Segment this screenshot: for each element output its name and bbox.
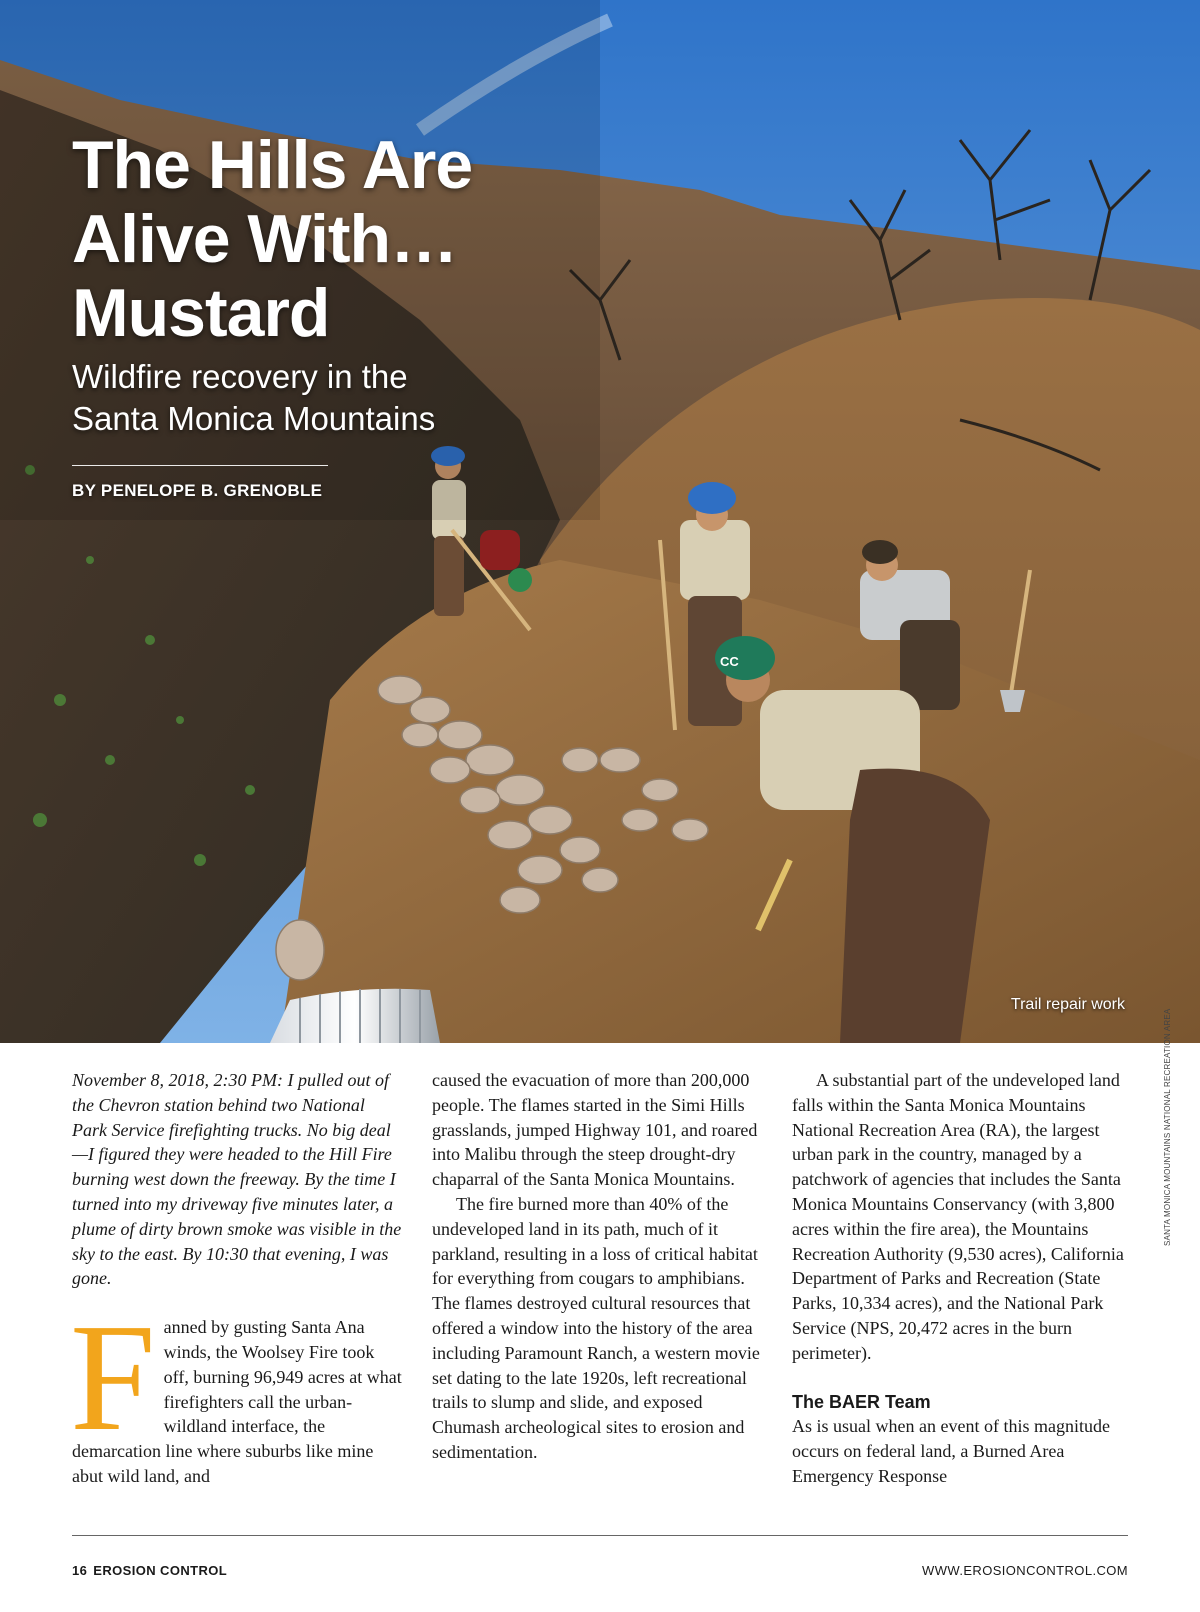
headline-line: Alive With…: [72, 201, 458, 277]
headline-line: The Hills Are: [72, 127, 473, 203]
paragraph: As is usual when an event of this magnitude occurs on federal land, a Burned Area Emergency Response: [792, 1416, 1110, 1486]
folio: [72, 1563, 227, 1578]
helmet-label: CC: [720, 654, 739, 669]
headline-line: Mustard: [72, 275, 330, 351]
drop-cap: F: [70, 1293, 156, 1464]
paragraph: A substantial part of the undeveloped land falls within the Santa Monica Mountains National Recreation Area (RA), the largest urban park in the country, managed by a patchwork of agencies that includes the Santa Monica Mountains Conservancy (with 3,800 acres within the fire area), the Mountains Recreation Authority (9,530 acres), California Department of Parks and Recreation (State Parks, 10,334 acres), and the National Park Service (NPS, 20,472 acres in the burn perimeter).: [792, 1070, 1124, 1363]
footer-divider: [72, 1535, 1128, 1536]
photo-caption: Trail repair work: [1010, 996, 1125, 1013]
subhead-line: Wildfire recovery in the: [72, 358, 408, 395]
article-subheadline: [72, 356, 435, 440]
paragraph-continued: caused the evacuation of more than 200,000 people. The flames started in the Simi Hills grasslands, jumped Highway 101, and roared into Malibu through the steep drought-dry chaparral of the Santa Monica Mountains.: [432, 1070, 758, 1190]
photo-credit: SANTA MONICA MOUNTAINS NATIONAL RECREATION AREA: [1163, 1008, 1172, 1246]
column-3: [792, 1068, 1130, 1489]
paragraph-text: anned by gusting Santa Ana winds, the Woolsey Fire took off, burning 96,949 acres at what firefighters call the urban-wildland interface, the demarcation line where suburbs like mine abut wild land, and: [72, 1317, 402, 1486]
article-headline: [72, 128, 472, 350]
opening-paragraph: [70, 1293, 402, 1489]
lede-paragraph: November 8, 2018, 2:30 PM: I pulled out of the Chevron station behind two National Park Service firefighting trucks. No big deal—I figured they were headed to the Hill Fire burning west down the freeway. By the time I turned into my driveway five minutes later, a plume of dirty brown smoke was visible in the sky to the east. By 10:30 that evening, I was gone.: [72, 1070, 402, 1289]
page-number: 16: [72, 1563, 88, 1578]
paragraph: The fire burned more than 40% of the undeveloped land in its path, much of it parkland, resulting in a loss of critical habitat for everything from cougars to amphibians. The flames destroyed cultural resources that offered a window into the history of the area including Paramount Ranch, a western movie set dating to the late 1920s, left recreational trails to slump and slide, and exposed Chumash archeological sites to erosion and sedimentation.: [432, 1193, 760, 1462]
column-2: [432, 1068, 770, 1465]
byline: BY PENELOPE B. GRENOBLE: [72, 481, 323, 500]
magazine-name: EROSION CONTROL: [93, 1563, 228, 1578]
website-url: WWW.EROSIONCONTROL.COM: [922, 1563, 1128, 1578]
byline-divider: [72, 465, 328, 466]
section-heading: The BAER Team: [792, 1391, 931, 1412]
subhead-line: Santa Monica Mountains: [72, 400, 436, 437]
column-1: [72, 1068, 402, 1489]
